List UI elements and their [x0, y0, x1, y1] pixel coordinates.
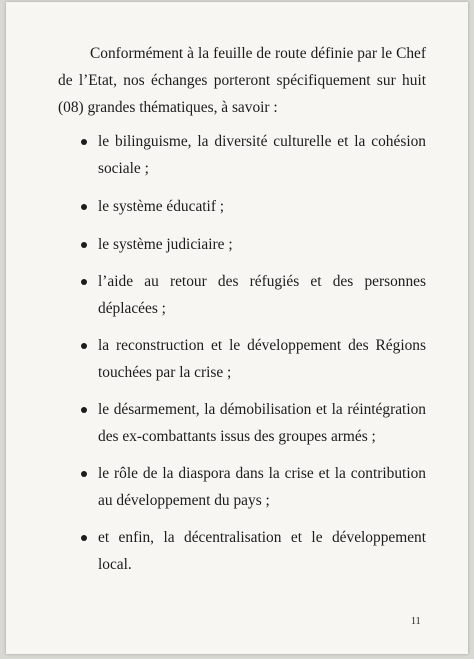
theme-text: le bilinguisme, la diversité culturelle et la cohésion sociale ;: [98, 133, 426, 177]
theme-text: l’aide au retour des réfugiés et des personnes déplacées ;: [98, 273, 426, 317]
theme-item-decentralization: [98, 524, 426, 578]
theme-item-refugees: [98, 268, 426, 322]
theme-item-diaspora: [98, 460, 426, 514]
bullet-icon: [81, 204, 87, 210]
bullet-icon: [81, 242, 87, 248]
document-page: [6, 2, 468, 654]
theme-text: le rôle de la diaspora dans la crise et la contribution au développement du pays ;: [98, 465, 426, 509]
theme-item-education: [98, 193, 426, 220]
bullet-icon: [81, 471, 87, 477]
bullet-icon: [81, 279, 87, 285]
theme-text: le système judiciaire ;: [98, 236, 233, 253]
theme-text: le système éducatif ;: [98, 198, 225, 215]
intro-paragraph: Conformément à la feuille de route définie par le Chef de l’Etat, nos échanges porteront spécifiquement sur huit (08) grandes thématiques, à savoir :: [58, 45, 426, 116]
themes-list: [98, 128, 426, 588]
bullet-icon: [81, 535, 87, 541]
bullet-icon: [81, 343, 87, 349]
bullet-icon: [81, 407, 87, 413]
theme-text: et enfin, la décentralisation et le développement local.: [98, 529, 426, 573]
theme-item-reconstruction: [98, 332, 426, 386]
theme-item-judiciary: [98, 231, 426, 258]
page-number: 11: [411, 616, 421, 627]
theme-item-bilingualism: [98, 128, 426, 182]
theme-item-disarmament: [98, 396, 426, 450]
bullet-icon: [81, 139, 87, 145]
theme-text: le désarmement, la démobilisation et la réintégration des ex-combattants issus des groupes armés ;: [98, 401, 426, 445]
theme-text: la reconstruction et le développement des Régions touchées par la crise ;: [98, 337, 426, 381]
